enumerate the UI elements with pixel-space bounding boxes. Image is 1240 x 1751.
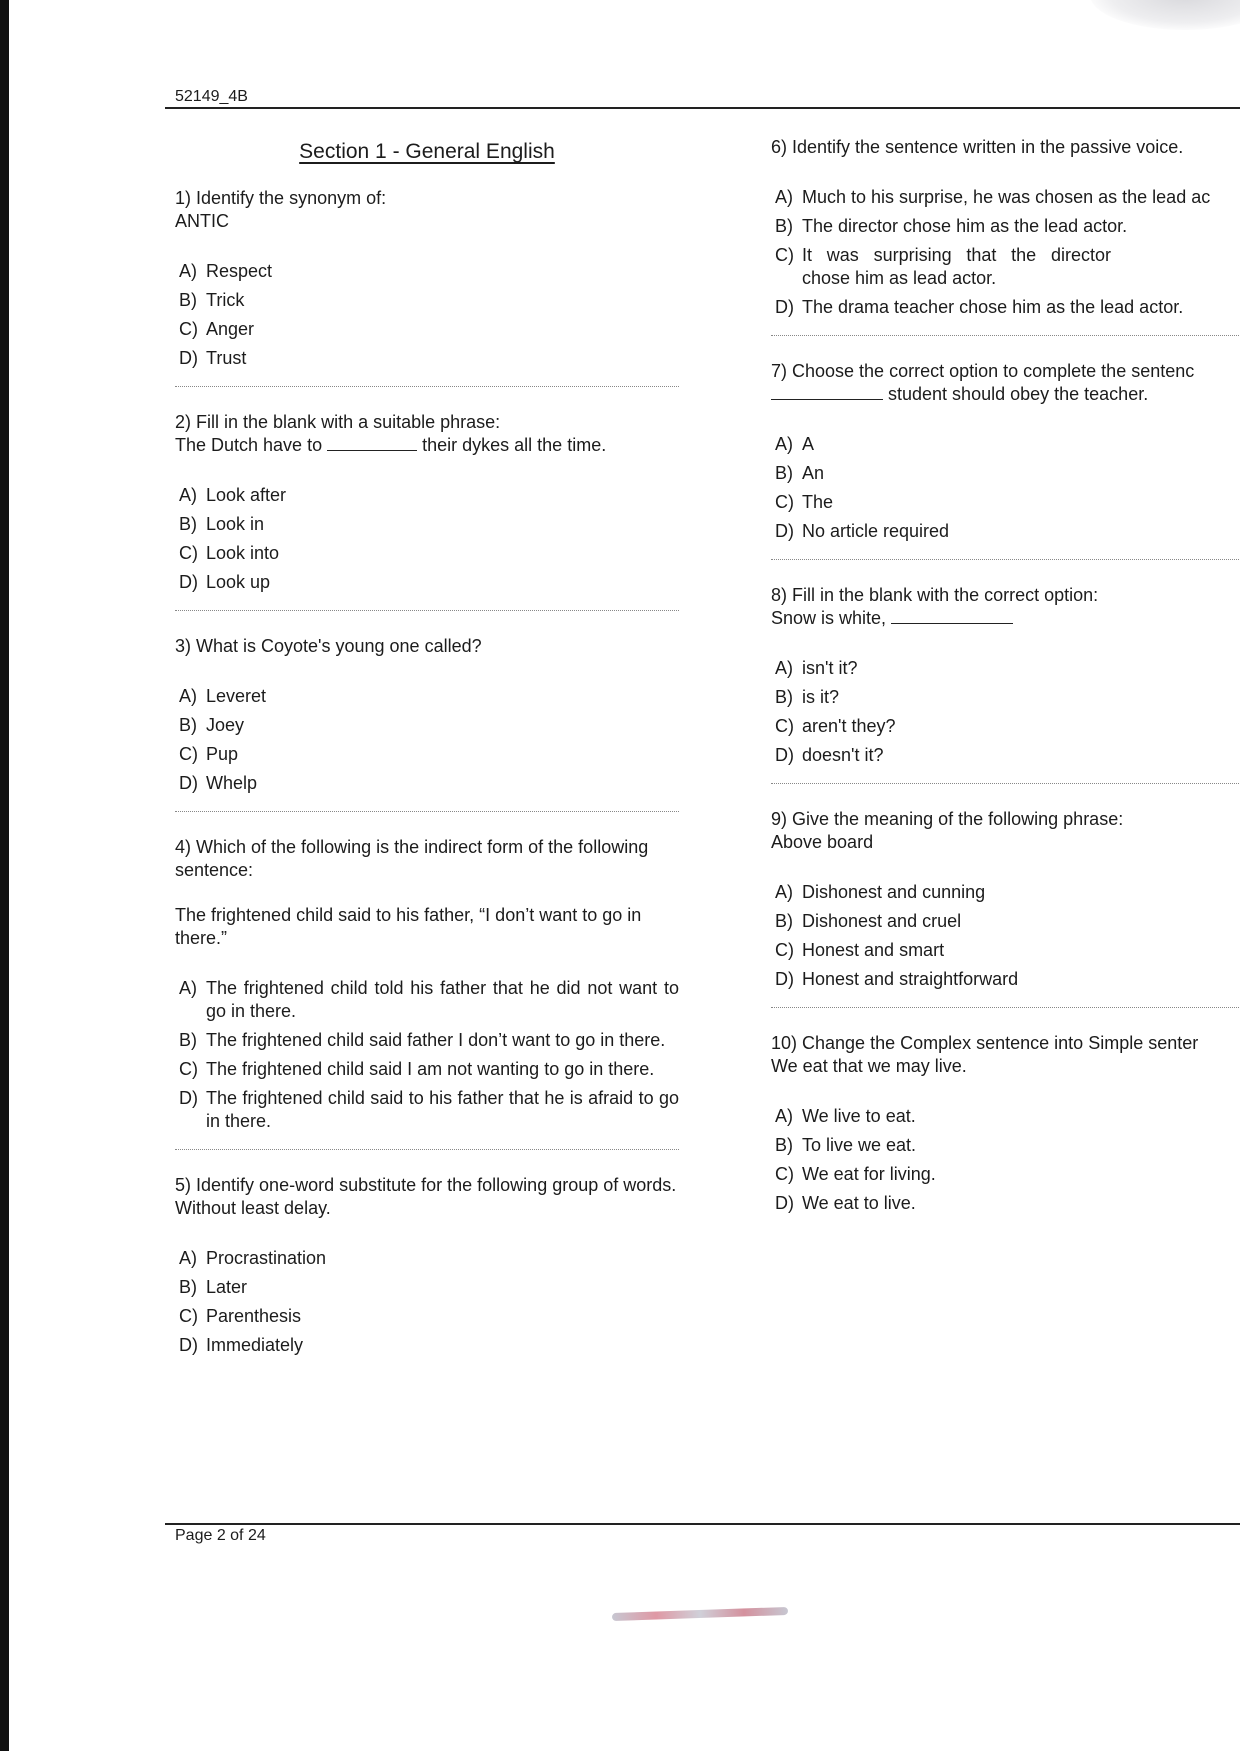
question-6-options (771, 186, 1240, 319)
option-letter: B) (179, 1030, 197, 1050)
question-3 (175, 635, 679, 795)
option-text: Look into (206, 543, 280, 563)
option-text: Look up (206, 572, 271, 592)
question-5-option-c[interactable] (175, 1305, 679, 1328)
section-title: Section 1 - General English (299, 140, 555, 163)
option-letter: B) (775, 911, 793, 931)
question-4-option-b[interactable] (175, 1029, 679, 1052)
question-6-option-b[interactable] (771, 215, 1240, 238)
option-letter: D) (775, 521, 794, 541)
question-separator (175, 1149, 679, 1150)
option-letter: A) (775, 1106, 793, 1126)
question-2-options (175, 484, 679, 594)
option-text: Pup (206, 744, 239, 764)
question-9-text: 9) Give the meaning of the following phrase: (771, 809, 1124, 829)
option-text: To live we eat. (802, 1135, 917, 1155)
scan-edge (0, 0, 9, 1751)
question-7-option-c[interactable] (771, 491, 1240, 514)
stray-ink-mark (612, 1607, 788, 1621)
question-8-text: 8) Fill in the blank with the correct option: (771, 585, 1099, 605)
option-letter: B) (179, 715, 197, 735)
document-id: 52149_4B (175, 88, 248, 105)
question-3-option-d[interactable] (175, 772, 679, 795)
option-letter: C) (775, 492, 794, 512)
sentence-start: Snow is white, (771, 608, 887, 628)
option-text: Much to his surprise, he was chosen as the lead ac (802, 187, 1211, 207)
question-5-option-a[interactable] (175, 1247, 679, 1270)
question-4-options (175, 977, 679, 1133)
question-separator (771, 559, 1240, 560)
option-letter: D) (179, 572, 198, 592)
question-1-text: 1) Identify the synonym of: (175, 188, 387, 208)
option-letter: B) (775, 1135, 793, 1155)
question-10-options (771, 1105, 1240, 1215)
option-text: We eat to live. (802, 1193, 916, 1213)
option-letter: A) (775, 658, 793, 678)
option-text: The drama teacher chose him as the lead actor. (802, 297, 1184, 317)
option-letter: D) (775, 969, 794, 989)
option-text: Anger (206, 319, 255, 339)
option-letter: B) (775, 216, 793, 236)
option-text: We live to eat. (802, 1106, 916, 1126)
question-9-option-c[interactable] (771, 939, 1240, 962)
option-letter: C) (179, 744, 198, 764)
question-3-text: 3) What is Coyote's young one called? (175, 636, 482, 656)
option-letter: B) (179, 514, 197, 534)
option-text: Dishonest and cruel (802, 911, 962, 931)
option-text: We eat for living. (802, 1164, 936, 1184)
option-text: The (802, 492, 834, 512)
question-9-option-b[interactable] (771, 910, 1240, 933)
option-text: No article required (802, 521, 950, 541)
option-text: Honest and straightforward (802, 969, 1019, 989)
question-5-option-b[interactable] (175, 1276, 679, 1299)
question-9-option-d[interactable] (771, 968, 1240, 991)
sentence-end: student should obey the teacher. (888, 384, 1149, 404)
question-5 (175, 1174, 679, 1357)
question-4-option-d[interactable] (175, 1087, 679, 1133)
option-letter: C) (775, 245, 794, 265)
question-4 (175, 836, 679, 1133)
question-10-option-a[interactable] (771, 1105, 1240, 1128)
question-9-options (771, 881, 1240, 991)
question-9-option-a[interactable] (771, 881, 1240, 904)
question-1-word: ANTIC (175, 211, 229, 231)
question-5-option-d[interactable] (175, 1334, 679, 1357)
option-letter: B) (775, 687, 793, 707)
option-letter: A) (179, 1248, 197, 1268)
question-separator (175, 811, 679, 812)
question-8-option-c[interactable] (771, 715, 1240, 738)
option-letter: D) (179, 773, 198, 793)
option-text: isn't it? (802, 658, 858, 678)
option-text: The frightened child said to his father that he is afraid to go in there. (206, 1088, 679, 1131)
option-letter: D) (179, 1088, 198, 1108)
question-3-option-a[interactable] (175, 685, 679, 708)
option-text: Procrastination (206, 1248, 327, 1268)
option-letter: C) (179, 543, 198, 563)
sentence-end: their dykes all the time. (422, 435, 607, 455)
question-2-text: 2) Fill in the blank with a suitable phrase: (175, 412, 501, 432)
option-text: An (802, 463, 825, 483)
option-letter: B) (179, 1277, 197, 1297)
question-2 (175, 411, 679, 594)
question-5-options (175, 1247, 679, 1357)
option-text: Look in (206, 514, 265, 534)
question-6-option-c[interactable] (771, 244, 1240, 290)
option-letter: A) (775, 882, 793, 902)
question-6-option-a[interactable] (771, 186, 1240, 209)
footer-rule (165, 1523, 1240, 1525)
question-6-option-d[interactable] (771, 296, 1240, 319)
header-rule (165, 107, 1240, 109)
question-2-option-d[interactable] (175, 571, 679, 594)
question-10 (771, 1032, 1240, 1215)
right-column (771, 136, 1240, 1221)
option-letter: C) (775, 716, 794, 736)
question-1-option-d[interactable] (175, 347, 679, 370)
option-text: aren't they? (802, 716, 896, 736)
question-3-options (175, 685, 679, 795)
option-text: Honest and smart (802, 940, 945, 960)
option-text: Trust (206, 348, 247, 368)
option-text: It was surprising that the director chose him as lead actor. (802, 245, 1111, 288)
option-text: Dishonest and cunning (802, 882, 986, 902)
option-letter: C) (179, 319, 198, 339)
question-8-option-d[interactable] (771, 744, 1240, 767)
question-4-text: 4) Which of the following is the indirect form of the following sentence: (175, 837, 649, 880)
option-text: Immediately (206, 1335, 304, 1355)
option-text: is it? (802, 687, 840, 707)
question-3-option-b[interactable] (175, 714, 679, 737)
question-1-option-b[interactable] (175, 289, 679, 312)
question-7 (771, 360, 1240, 543)
option-text: A (802, 434, 815, 454)
option-letter: C) (179, 1059, 198, 1079)
option-letter: A) (179, 261, 197, 281)
question-8-option-a[interactable] (771, 657, 1240, 680)
question-5-phrase: Without least delay. (175, 1198, 331, 1218)
scan-smudge (1090, 0, 1240, 30)
option-text: The frightened child told his father that he did not want to go in there. (206, 978, 679, 1021)
option-text: Later (206, 1277, 248, 1297)
question-10-option-b[interactable] (771, 1134, 1240, 1157)
option-text: Leveret (206, 686, 267, 706)
question-3-option-c[interactable] (175, 743, 679, 766)
question-8-sentence (771, 607, 1240, 630)
question-6 (771, 136, 1240, 319)
option-text: Whelp (206, 773, 258, 793)
option-letter: A) (775, 434, 793, 454)
question-9 (771, 808, 1240, 991)
option-text: Parenthesis (206, 1306, 302, 1326)
sentence-start: The Dutch have to (175, 435, 323, 455)
question-7-sentence (771, 383, 1240, 406)
option-letter: D) (775, 1193, 794, 1213)
fill-blank (891, 607, 1013, 624)
question-8-options (771, 657, 1240, 767)
option-text: Look after (206, 485, 287, 505)
question-separator (175, 610, 679, 611)
question-10-option-c[interactable] (771, 1163, 1240, 1186)
question-7-option-b[interactable] (771, 462, 1240, 485)
option-letter: C) (179, 1306, 198, 1326)
option-text: doesn't it? (802, 745, 884, 765)
option-letter: D) (179, 1335, 198, 1355)
option-text: The frightened child said father I don’t want to go in there. (206, 1030, 666, 1050)
page-number: Page 2 of 24 (175, 1527, 266, 1544)
question-separator (771, 1007, 1240, 1008)
question-separator (771, 783, 1240, 784)
option-letter: A) (179, 978, 197, 998)
question-7-text: 7) Choose the correct option to complete the sentenc (771, 361, 1195, 381)
question-5-text: 5) Identify one-word substitute for the following group of words. (175, 1175, 677, 1195)
fill-blank (771, 383, 883, 400)
option-letter: B) (775, 463, 793, 483)
option-text: Joey (206, 715, 245, 735)
question-7-option-a[interactable] (771, 433, 1240, 456)
question-6-text: 6) Identify the sentence written in the passive voice. (771, 137, 1184, 157)
question-7-options (771, 433, 1240, 543)
question-7-option-d[interactable] (771, 520, 1240, 543)
question-2-option-c[interactable] (175, 542, 679, 565)
question-4-option-c[interactable] (175, 1058, 679, 1081)
question-10-option-d[interactable] (771, 1192, 1240, 1215)
left-column (175, 140, 679, 1363)
question-8 (771, 584, 1240, 767)
fill-blank (327, 434, 417, 451)
question-2-option-a[interactable] (175, 484, 679, 507)
option-text: Respect (206, 261, 273, 281)
question-9-phrase: Above board (771, 832, 874, 852)
question-separator (175, 386, 679, 387)
option-letter: A) (179, 686, 197, 706)
question-10-sentence: We eat that we may live. (771, 1056, 967, 1076)
question-1-option-c[interactable] (175, 318, 679, 341)
option-text: The frightened child said I am not wanting to go in there. (206, 1059, 655, 1079)
option-letter: A) (179, 485, 197, 505)
question-1-option-a[interactable] (175, 260, 679, 283)
question-1 (175, 187, 679, 370)
option-letter: B) (179, 290, 197, 310)
option-letter: D) (775, 297, 794, 317)
question-separator (771, 335, 1240, 336)
option-letter: C) (775, 940, 794, 960)
question-8-option-b[interactable] (771, 686, 1240, 709)
question-2-sentence (175, 434, 679, 457)
option-letter: A) (775, 187, 793, 207)
option-letter: D) (179, 348, 198, 368)
option-text: Trick (206, 290, 245, 310)
question-4-quote: The frightened child said to his father, “I don’t want to go in there.” (175, 905, 642, 948)
question-1-options (175, 260, 679, 370)
option-text: The director chose him as the lead actor. (802, 216, 1128, 236)
option-letter: D) (775, 745, 794, 765)
question-4-option-a[interactable] (175, 977, 679, 1023)
question-10-text: 10) Change the Complex sentence into Simple senter (771, 1033, 1199, 1053)
question-2-option-b[interactable] (175, 513, 679, 536)
option-letter: C) (775, 1164, 794, 1184)
